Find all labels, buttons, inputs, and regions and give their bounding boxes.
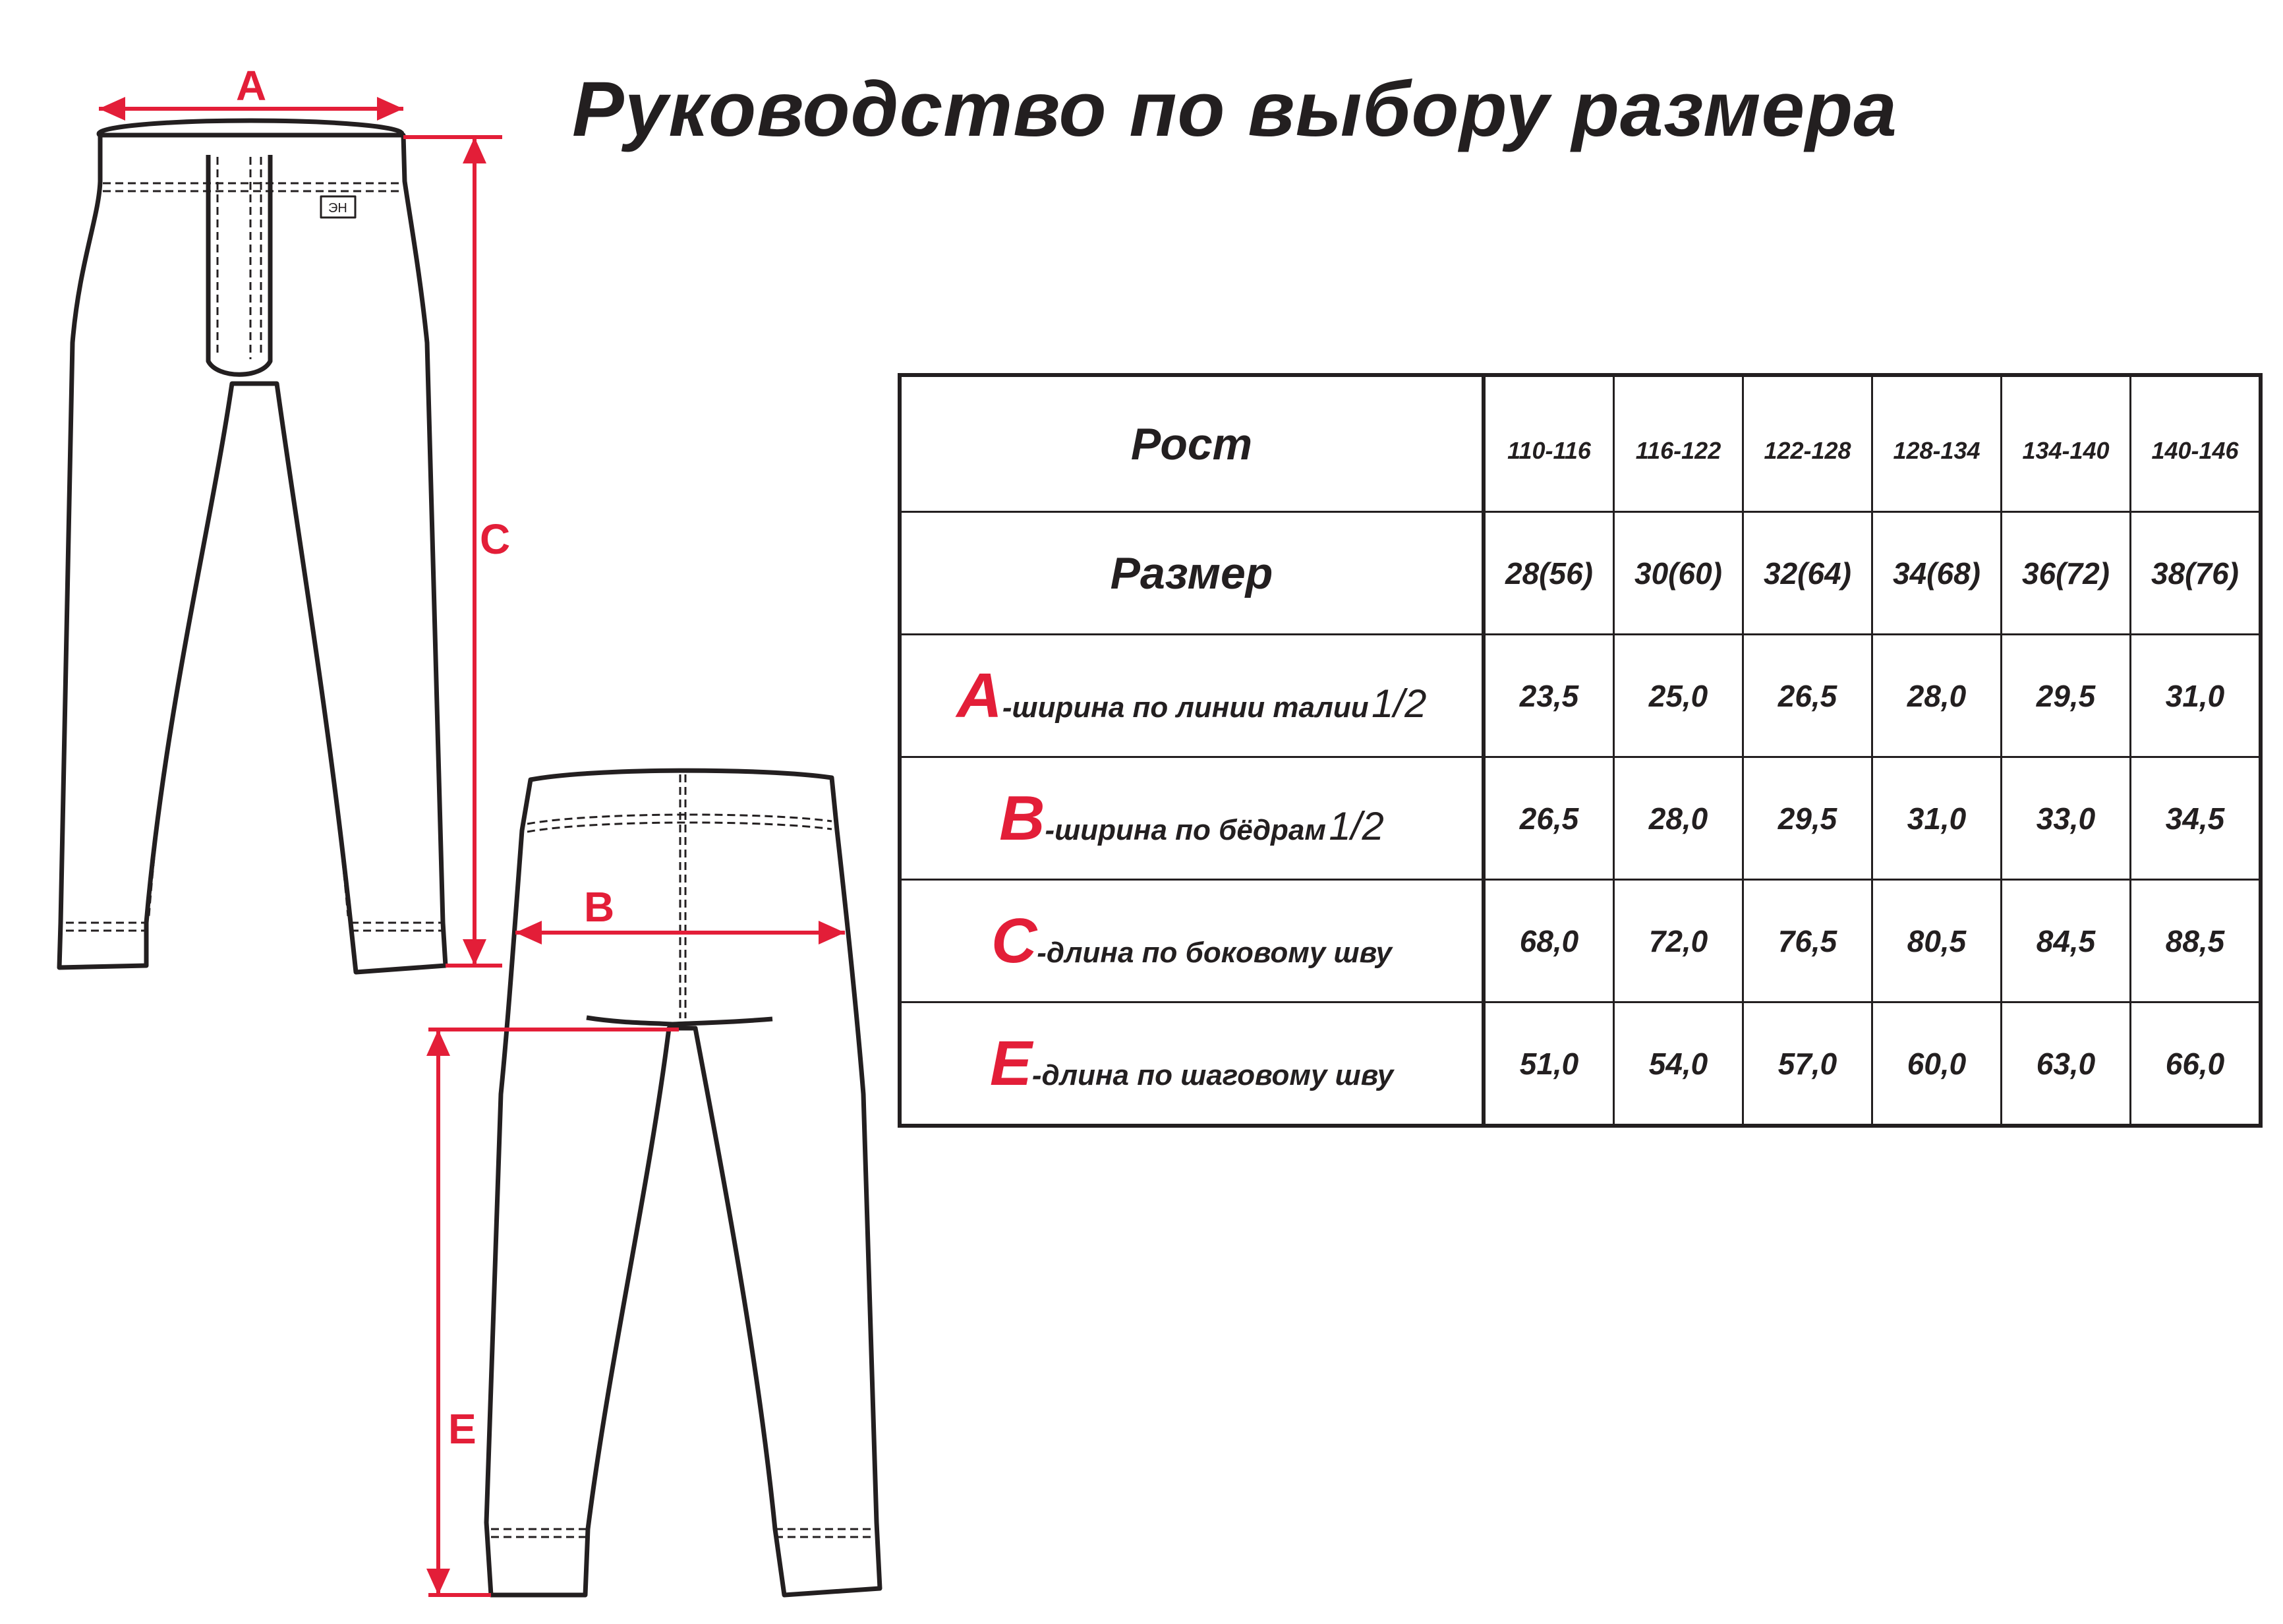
value-cell: 66,0 bbox=[2131, 1002, 2261, 1126]
pants-front-view bbox=[59, 121, 446, 972]
height-cell: 134-140 bbox=[2002, 375, 2131, 512]
value-cell: 26,5 bbox=[1484, 757, 1614, 880]
value-cell: 26,5 bbox=[1743, 635, 1872, 757]
label-e: E bbox=[448, 1405, 477, 1453]
param-label bbox=[900, 635, 1484, 757]
value-cell: 80,5 bbox=[1872, 880, 2002, 1002]
height-cell: 110-116 bbox=[1484, 375, 1614, 512]
size-cell: 38(76) bbox=[2131, 512, 2261, 635]
param-label bbox=[900, 1002, 1484, 1126]
label-a: A bbox=[236, 62, 267, 109]
value-cell: 34,5 bbox=[2131, 757, 2261, 880]
value-cell: 57,0 bbox=[1743, 1002, 1872, 1126]
value-cell: 31,0 bbox=[1872, 757, 2002, 880]
table-row bbox=[900, 1002, 2261, 1126]
size-table bbox=[898, 373, 2263, 1128]
value-cell: 28,0 bbox=[1872, 635, 2002, 757]
size-cell: 30(60) bbox=[1614, 512, 1743, 635]
table-row bbox=[900, 635, 2261, 757]
value-cell: 76,5 bbox=[1743, 880, 1872, 1002]
param-fraction: 1/2 bbox=[1329, 803, 1384, 848]
value-cell: 33,0 bbox=[2002, 757, 2131, 880]
value-cell: 84,5 bbox=[2002, 880, 2131, 1002]
param-letter: B bbox=[999, 782, 1045, 854]
pants-back-view bbox=[486, 770, 880, 1595]
height-cell: 140-146 bbox=[2131, 375, 2261, 512]
value-cell: 25,0 bbox=[1614, 635, 1743, 757]
value-cell: 60,0 bbox=[1872, 1002, 2002, 1126]
label-b: B bbox=[584, 883, 615, 931]
height-cell: 122-128 bbox=[1743, 375, 1872, 512]
value-cell: 29,5 bbox=[1743, 757, 1872, 880]
table-row bbox=[900, 880, 2261, 1002]
value-cell: 51,0 bbox=[1484, 1002, 1614, 1126]
page-title: Руководство по выбору размера bbox=[572, 66, 1897, 153]
value-cell: 23,5 bbox=[1484, 635, 1614, 757]
param-letter: E bbox=[989, 1028, 1032, 1099]
size-row bbox=[900, 512, 2261, 635]
value-cell: 88,5 bbox=[2131, 880, 2261, 1002]
value-cell: 72,0 bbox=[1614, 880, 1743, 1002]
height-row bbox=[900, 375, 2261, 512]
value-cell: 63,0 bbox=[2002, 1002, 2131, 1126]
value-cell: 29,5 bbox=[2002, 635, 2131, 757]
height-label: Рост bbox=[900, 375, 1484, 512]
size-label: Размер bbox=[900, 512, 1484, 635]
value-cell: 28,0 bbox=[1614, 757, 1743, 880]
param-fraction: 1/2 bbox=[1372, 681, 1427, 726]
size-cell: 34(68) bbox=[1872, 512, 2002, 635]
garment-tag-text: ЭН bbox=[328, 201, 347, 216]
param-letter: A bbox=[956, 660, 1002, 731]
param-letter: C bbox=[991, 905, 1037, 976]
size-cell: 32(64) bbox=[1743, 512, 1872, 635]
param-text: -длина по боковому шву bbox=[1037, 936, 1393, 969]
value-cell: 54,0 bbox=[1614, 1002, 1743, 1126]
param-text: -длина по шаговому шву bbox=[1031, 1058, 1394, 1091]
size-cell: 36(72) bbox=[2002, 512, 2131, 635]
table-row bbox=[900, 757, 2261, 880]
size-cell: 28(56) bbox=[1484, 512, 1614, 635]
param-text: -ширина по линии талии bbox=[1002, 691, 1369, 724]
value-cell: 68,0 bbox=[1484, 880, 1614, 1002]
param-label bbox=[900, 757, 1484, 880]
height-cell: 128-134 bbox=[1872, 375, 2002, 512]
value-cell: 31,0 bbox=[2131, 635, 2261, 757]
height-cell: 116-122 bbox=[1614, 375, 1743, 512]
param-label bbox=[900, 880, 1484, 1002]
param-text: -ширина по бёдрам bbox=[1045, 813, 1326, 846]
label-c: C bbox=[480, 515, 511, 563]
